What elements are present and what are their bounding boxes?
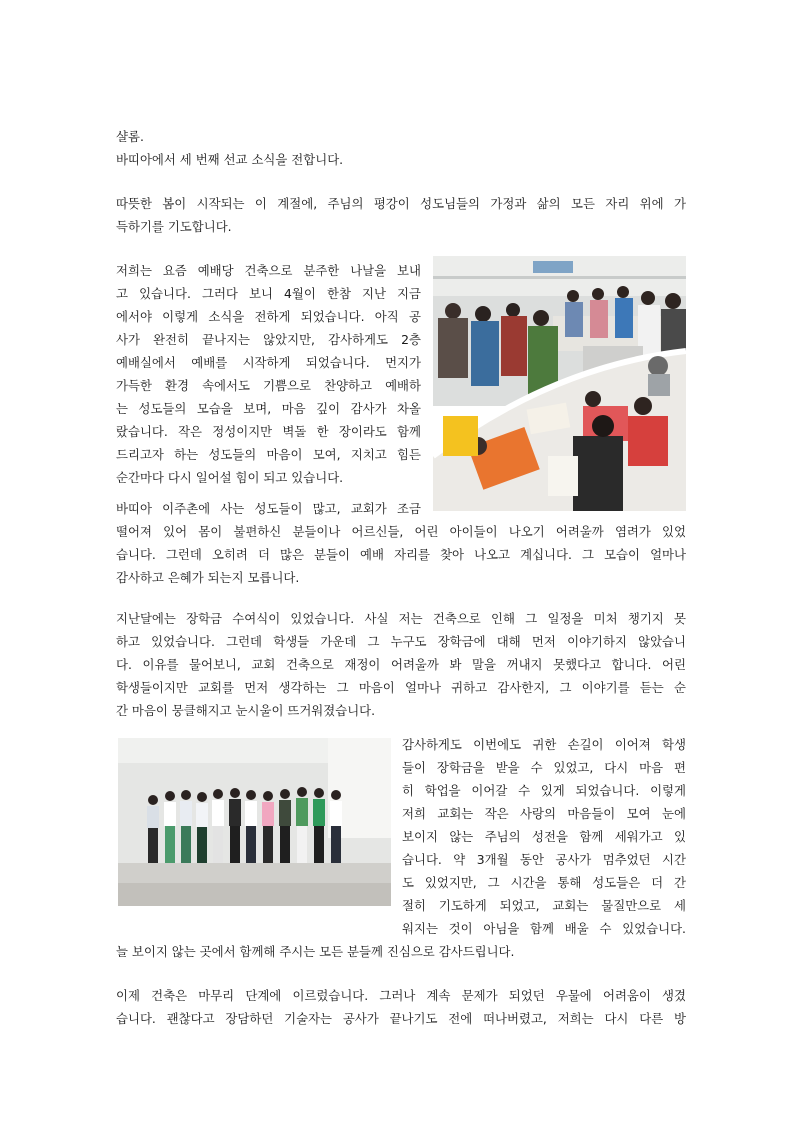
worship-photo-collage: [433, 256, 686, 511]
paragraph-5-line: 습니다. 약 3개월 동안 공사가 멈추었던 시간: [402, 852, 686, 867]
paragraph-2-line: 는 성도들의 모습을 보며, 마음 깊이 감사가 차올: [116, 401, 421, 416]
paragraph-5-line: 히 학업을 이어갈 수 있게 되었습니다. 이렇게: [402, 783, 686, 798]
intro-line: 바띠아에서 세 번째 선교 소식을 전합니다.: [116, 152, 344, 167]
paragraph-5-line: 도 있었지만, 그 시간을 통해 성도들은 더 간: [402, 875, 686, 890]
paragraph-2-line: 고 있습니다. 그러다 보니 4월이 한참 지난 지금: [116, 286, 421, 301]
paragraph-5-line: 들이 장학금을 받을 수 있었고, 다시 마음 편: [402, 760, 686, 775]
paragraph-5-line: 워지는 것이 아님을 함께 배울 수 있었습니다.: [402, 921, 686, 936]
paragraph-3-line: 습니다. 그런데 오히려 더 많은 분들이 예배 자리를 찾아 나오고 계십니다. 그 모습이 얼마나: [116, 547, 686, 562]
paragraph-4-line: 다. 이유를 물어보니, 교회 건축으로 재정이 어려울까 봐 말을 꺼내지 못했다고 합니다. 어린: [116, 657, 686, 672]
paragraph-2-line: 드리고자 하는 성도들의 마음이 모여, 지치고 힘든: [116, 447, 421, 462]
paragraph-5-line: 감사하게도 이번에도 귀한 손길이 이어져 학생: [402, 737, 686, 752]
paragraph-2-line: 순간마다 다시 일어설 힘이 되고 있습니다.: [116, 470, 344, 485]
paragraph-5-line: 보이지 않는 주님의 성전을 함께 세워가고 있: [402, 829, 686, 844]
scholarship-group-photo: [118, 738, 391, 906]
paragraph-2-line: 사가 완전히 끝나지는 않았지만, 감사하게도 2층: [116, 332, 421, 347]
paragraph-4-line: 하고 있었습니다. 그런데 학생들 가운데 그 누구도 장학금에 대해 먼저 이야기하지 않았습니: [116, 634, 686, 649]
paragraph-5-line: 늘 보이지 않는 곳에서 함께해 주시는 모든 분들께 진심으로 감사드립니다.: [116, 944, 515, 959]
paragraph-6-line: 습니다. 괜찮다고 장담하던 기술자는 공사가 끝나기도 전에 떠나버렸고, 저희는 다시 다른 방: [116, 1011, 686, 1026]
paragraph-4-line: 학생들이지만 교회를 먼저 생각하는 그 마음이 얼마나 귀하고 감사한지, 그 이야기를 듣는 순: [116, 680, 686, 695]
paragraph-2-line: 랐습니다. 작은 정성이지만 벽돌 한 장이라도 함께: [116, 424, 421, 439]
paragraph-1-line: 따뜻한 봄이 시작되는 이 계절에, 주님의 평강이 성도님들의 가정과 삶의 모든 자리 위에 가: [116, 196, 686, 211]
paragraph-3-line: 바띠아 이주촌에 사는 성도들이 많고, 교회가 조금: [116, 501, 421, 516]
paragraph-6-line: 이제 건축은 마무리 단계에 이르렀습니다. 그러나 계속 문제가 되었던 우물에 어려움이 생겼: [116, 988, 686, 1003]
paragraph-3-line: 떨어져 있어 몸이 불편하신 분들이나 어르신들, 어린 아이들이 나오기 어려울까 염려가 있었: [116, 524, 686, 539]
paragraph-2-line: 예배실에서 예배를 시작하게 되었습니다. 먼지가: [116, 355, 421, 370]
paragraph-3-line: 감사하고 은혜가 되는지 모릅니다.: [116, 570, 300, 585]
paragraph-2-line: 가득한 환경 속에서도 기쁨으로 찬양하고 예배하: [116, 378, 421, 393]
paragraph-5-line: 저희 교회는 작은 사랑의 마음들이 모여 눈에: [402, 806, 686, 821]
paragraph-1-line: 득하기를 기도합니다.: [116, 219, 232, 234]
paragraph-4-line: 지난달에는 장학금 수여식이 있었습니다. 사실 저는 건축으로 인해 그 일정을 미처 챙기지 못: [116, 611, 686, 626]
paragraph-2-line: 저희는 요즘 예배당 건축으로 분주한 나날을 보내: [116, 263, 421, 278]
paragraph-4-line: 간 마음이 뭉클해지고 눈시울이 뜨거워졌습니다.: [116, 703, 376, 718]
paragraph-5-line: 절히 기도하게 되었고, 교회는 물질만으로 세: [402, 898, 686, 913]
greeting: 샬롬.: [116, 129, 144, 144]
paragraph-2-line: 에서야 이렇게 소식을 전하게 되었습니다. 아직 공: [116, 309, 421, 324]
